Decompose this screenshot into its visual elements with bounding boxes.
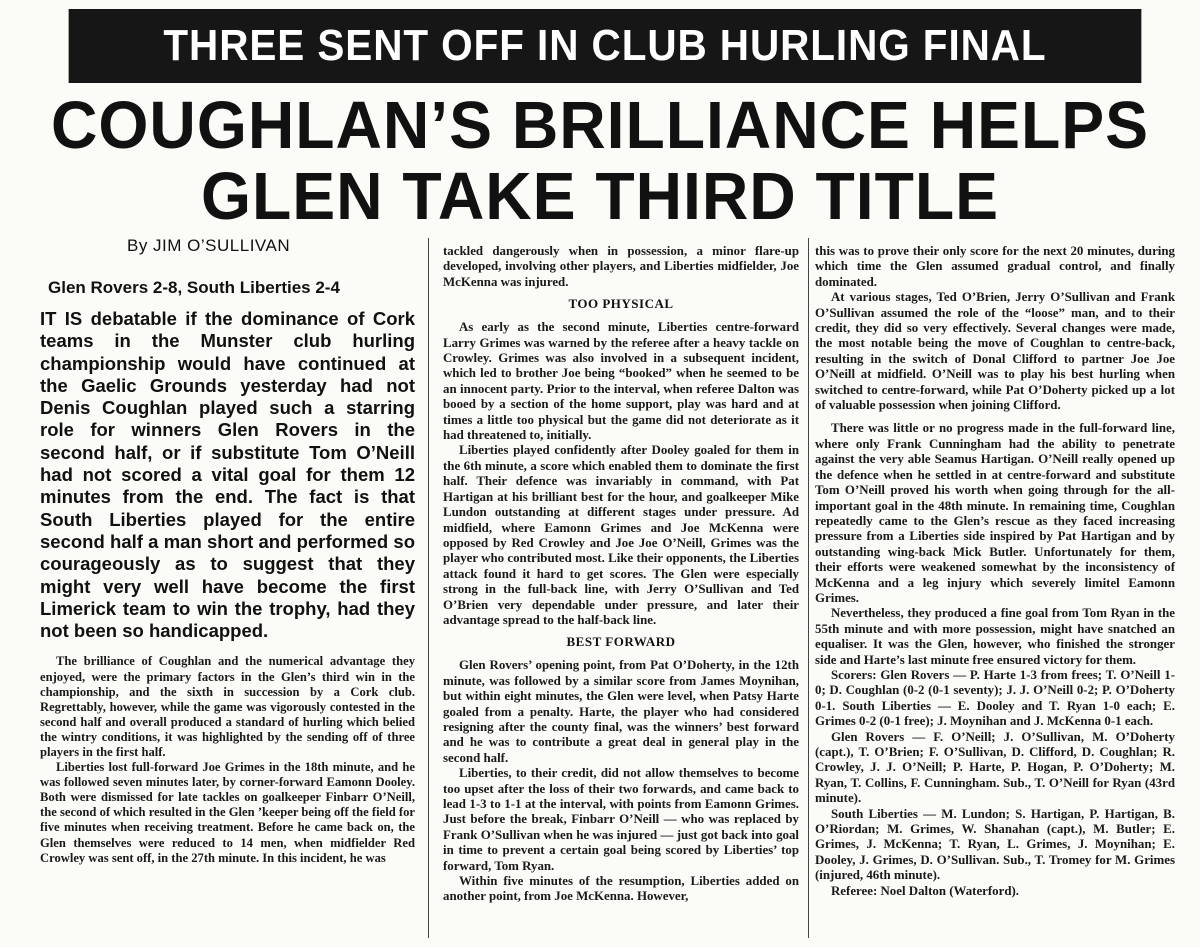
paragraph: Within five minutes of the resumption, Liberties added on another point, from Joe McKenna. However, — [443, 874, 799, 904]
score-line: Glen Rovers 2-8, South Liberties 2-4 — [48, 278, 340, 297]
subheading: TOO PHYSICAL — [568, 296, 674, 312]
paragraph: Liberties played confidently after Dooley goaled for them in the 6th minute, a score which enabled them to dominate the first half. Their defence was invariably in command, with Pat Hartigan at his brilliant best for the hour, and goalkeeper Mike Lundon outstanding at different stages under pressure. Ad midfield, where Eamonn Grimes and Joe McKenna were opposed by Red Crowley and Joe Joe O’Neill, Grimes was the player who contributed most. Like their opponents, the Liberties attack found it hard to get scores. The Glen were especially strong in the full-back line, with Jerry O’Sullivan and Ted O’Brien very dependable under pressure, and later their advantage spread to the half-back line. — [443, 443, 799, 627]
column-rule — [428, 238, 429, 938]
headline-line-1: COUGHLAN’S BRILLIANCE HELPS — [51, 88, 1149, 163]
byline: By JIM O’SULLIVAN — [127, 236, 291, 255]
subheading: BEST FORWARD — [566, 634, 676, 650]
column-3 — [815, 244, 1175, 899]
headline — [24, 90, 1176, 232]
column-1 — [40, 236, 415, 866]
headline-line-2: GLEN TAKE THIRD TITLE — [201, 159, 999, 234]
scorers-paragraph: Scorers: Glen Rovers — P. Harte 1-3 from frees; T. O’Neill 1-0; D. Coughlan (0-2 (0-1 seventy); J. J. O’Neill 0-2; P. O’Doherty 0-1. South Liberties — E. Dooley and T. Ryan 1-0 each; E. Grimes 0-2 (0-1 free); J. Moynihan and J. McKenna 0-1 each. — [815, 667, 1175, 729]
intro-paragraph: IT IS debatable if the dominance of Cork teams in the Munster club hurling championship would have continued at the Gaelic Grounds yesterday had not Denis Coughlan played such a starring role for winners Glen Rovers in the second half, or if substitute Tom O’Neill had not scored a vital goal for them 12 minutes from the end. The fact is that South Liberties played for the entire second half a man short and performed so courageously as to suggest that they might very well have become the first Limerick team to win the trophy, had they not been so handicapped. — [40, 308, 415, 642]
paragraph: this was to prove their only score for the next 20 minutes, during which time the Glen assumed gradual control, and finally dominated. — [815, 244, 1175, 289]
referee-line: Referee: Noel Dalton (Waterford). — [831, 883, 1020, 898]
spacer — [815, 413, 1175, 421]
paragraph: Glen Rovers’ opening point, from Pat O’Doherty, in the 12th minute, was followed by a similar score from James Moynihan, but within eight minutes, the Glen were level, when Patsy Harte goaled from a penalty. Harte, the player who had considered resigning after the county final, was the winners’ best forward and he was to contribute a great deal in general play in the second half. — [443, 658, 799, 765]
paragraph: Nevertheless, they produced a fine goal from Tom Ryan in the 55th minute and with more possession, might have snatched an equaliser. It was the Glen, however, who finished the stronger side and Harte’s last minute free ensured victory for them. — [815, 606, 1175, 667]
body-text — [443, 244, 799, 905]
paragraph: As early as the second minute, Liberties centre-forward Larry Grimes was warned by the referee after a heavy tackle on Crowley. Grimes was also involved in a subsequent incident, which led to brother Joe being “booked” when he seemed to be an innocent party. Prior to the interval, when referee Dalton was booed by a section of the home support, play was hard and at times a little too physical but the game did not deteriorate as it had threatened to, initially. — [443, 320, 799, 443]
paragraph: Liberties lost full-forward Joe Grimes in the 18th minute, and he was followed seven minutes later, by corner-forward Eamonn Dooley. Both were dismissed for late tackles on goalkeeper Finbarr O’Neill, the second of which resulted in the Glen ’keeper being off the field for five minutes when receiving treatment. Before he came back on, the Glen themselves were reduced to 14 men, when midfielder Red Crowley was sent off, in the 27th minute. In this incident, he was — [40, 760, 415, 865]
team-lineup-south-liberties: South Liberties — M. Lundon; S. Hartigan, P. Hartigan, B. O’Riordan; M. Grimes, W. Shanahan (capt.), M. Butler; E. Grimes, J. McKenna; T. Ryan, L. Grimes, J. Moynihan; E. Dooley, J. Grimes, D. O’Sullivan. Sub., T. Tromey for M. Grimes (injured, 46th minute). — [815, 806, 1175, 883]
column-rule — [808, 238, 809, 938]
paragraph: Liberties, to their credit, did not allow themselves to become too upset after the loss of their two forwards, and came back to lead 1-3 to 1-1 at the interval, with points from Eamonn Grimes. Just before the break, Finbarr O’Neill — who was replaced by Frank O’Sullivan when he was injured — just got back into goal in time to prevent a certain goal being scored by Liberties’ top forward, Tom Ryan. — [443, 766, 799, 873]
body-text — [815, 244, 1175, 899]
column-2 — [443, 244, 799, 905]
body-text — [40, 654, 415, 865]
paragraph: There was little or no progress made in the full-forward line, where only Frank Cunningham had the ability to penetrate against the very able Seamus Hartigan. O’Neill really opened up the defence when he settled in at centre-forward and substitute Tom O’Neill proved his worth when going through for the all-important goal in the 48th minute. In remaining time, Coughlan repeatedly came to the Glen’s rescue as they faced increasing pressure from a Liberties side inspired by Pat Hartigan and by outstanding wing-back Mick Butler. Unfortunately for them, their efforts were weakened somewhat by the inconsistency of McKenna and a leg injury which severely limitel Eamonn Grimes. — [815, 421, 1175, 605]
paragraph: At various stages, Ted O’Brien, Jerry O’Sullivan and Frank O’Sullivan assumed the role of the “loose” man, and to their credit, they did so very effectively. Several changes were made, the most notable being the move of Coughlan to centre-back, resulting in the switch of Donal Clifford to partner Joe Joe O’Neill at midfield. O’Neill was to play his best hurling when switched to centre-forward, while Pat O’Doherty picked up a lot of valuable possession when joining Clifford. — [815, 290, 1175, 413]
kicker-banner: THREE SENT OFF IN CLUB HURLING FINAL — [69, 9, 1142, 83]
team-lineup-glen-rovers: Glen Rovers — F. O’Neill; J. O’Sullivan, M. O’Doherty (capt.), T. O’Brien; F. O’Sullivan, D. Clifford, D. Coughlan; R. Crowley, J. J. O’Neill; P. Harte, P. Hogan, P. O’Doherty; M. Ryan, T. Collins, F. Cunningham. Sub., T. O’Neill for Ryan (43rd minute). — [815, 729, 1175, 806]
paragraph: tackled dangerously when in possession, a minor flare-up developed, involving other players, and Liberties midfielder, Joe McKenna was injured. — [443, 244, 799, 289]
paragraph: The brilliance of Coughlan and the numerical advantage they enjoyed, were the primary factors in the Glen’s third win in the championship, and the sixth in succession by a Cork club. Regrettably, however, while the game was vigorously contested in the second half and overall produced a standard of hurling which belied the wintry conditions, it was highlighted by the sending off of three players in the first half. — [40, 654, 415, 760]
